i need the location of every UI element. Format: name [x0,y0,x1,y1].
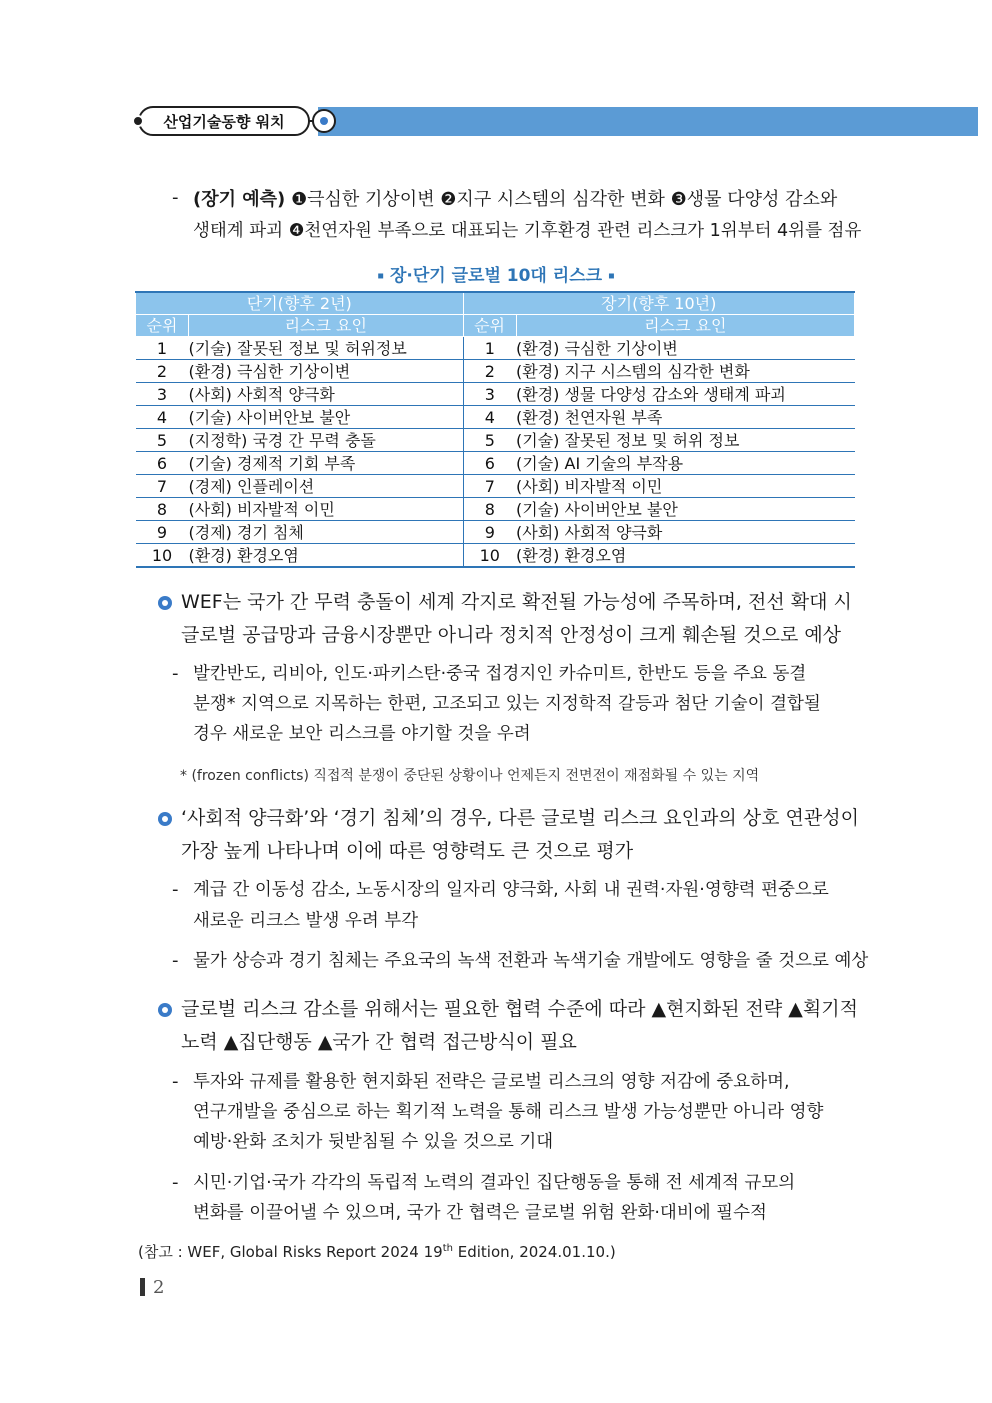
table-group-header [136,292,855,315]
rank-cell-long: 2 [463,360,516,383]
section-3-line-2: 노력 ▲집단행동 ▲국가 간 협력 접근방식이 필요 [181,1031,577,1053]
table-title [0,261,992,286]
short-term-factor: (기술) 잘못된 정보 및 허위정보 [189,337,464,360]
rank-cell-long: 8 [463,498,516,521]
section-2-line-2: 가장 높게 나타나며 이에 따른 영향력도 큰 것으로 평가 [181,840,634,862]
rank-cell: 4 [136,406,189,429]
short-term-factor: (지정학) 국경 간 무력 충돌 [189,429,464,452]
short-term-factor: (경제) 경기 침체 [189,521,464,544]
short-term-factor: (환경) 극심한 기상이변 [189,360,464,383]
long-term-factor: (기술) 잘못된 정보 및 허위 정보 [516,429,854,452]
risk-table [135,291,855,568]
table-row [136,521,855,544]
section-3-sub-1-line-3: 예방·완화 조치가 뒷받침될 수 있을 것으로 기대 [193,1132,554,1152]
page-number-text: 2 [153,1277,165,1298]
factor-header-short: 리스크 요인 [189,315,464,337]
rank-cell-long: 5 [463,429,516,452]
table-column-header [136,315,855,337]
section-2-sub-2-dash: - [172,950,179,971]
short-term-factor: (사회) 사회적 양극화 [189,383,464,406]
rank-cell: 6 [136,452,189,475]
long-term-factor: (환경) 극심한 기상이변 [516,337,854,360]
reference-post: Edition, 2024.01.10.) [452,1243,616,1261]
rank-cell-long: 10 [463,544,516,568]
long-term-factor: (기술) AI 기술의 부작용 [516,452,854,475]
section-3-bullet-icon [158,1003,172,1017]
rank-header-long: 순위 [463,315,516,337]
rank-cell-long: 3 [463,383,516,406]
section-1-line-2: 글로벌 공급망과 금융시장뿐만 아니라 정치적 안정성이 크게 훼손될 것으로 예상 [181,624,842,646]
rank-cell: 7 [136,475,189,498]
intro-label: (장기 예측) [193,189,286,210]
table-row [136,429,855,452]
section-2-sub-1-line-1: 계급 간 이동성 감소, 노동시장의 일자리 양극화, 사회 내 권력·자원·영향력 편중으로 [193,880,829,900]
rank-cell: 1 [136,337,189,360]
rank-cell-long: 7 [463,475,516,498]
section-1-sub-line-2: 분쟁* 지역으로 지목하는 한편, 고조되고 있는 지정학적 갈등과 첨단 기술이 결합될 [193,694,821,714]
page-bar-icon [140,1278,145,1296]
long-term-factor: (사회) 비자발적 이민 [516,475,854,498]
page-number [140,1277,164,1298]
rank-cell-long: 1 [463,337,516,360]
section-1-sub-line-3: 경우 새로운 보안 리스크를 야기할 것을 우려 [193,724,531,744]
reference [138,1241,616,1262]
section-3-sub-1-line-2: 연구개발을 중심으로 하는 획기적 노력을 통해 리스크 발생 가능성뿐만 아니라 영향 [193,1102,824,1122]
long-term-factor: (기술) 사이버안보 불안 [516,498,854,521]
rank-cell: 5 [136,429,189,452]
table-row [136,498,855,521]
long-term-factor: (환경) 생물 다양성 감소와 생태계 파괴 [516,383,854,406]
table-row [136,383,855,406]
section-2-bullet-icon [158,812,172,826]
section-1-bullet-icon [158,596,172,610]
reference-pre: (참고 : WEF, Global Risks Report 2024 19 [138,1243,443,1261]
rank-cell: 3 [136,383,189,406]
rank-cell: 8 [136,498,189,521]
section-2-sub-2-line: 물가 상승과 경기 침체는 주요국의 녹색 전환과 녹색기술 개발에도 영향을 줄 것으로 예상 [193,951,869,971]
table-row [136,360,855,383]
short-term-factor: (기술) 경제적 기회 부족 [189,452,464,475]
rank-cell: 10 [136,544,189,568]
section-1-sub-dash: - [172,663,179,684]
section-1-footnote: * (frozen conflicts) 직접적 분쟁이 중단된 상황이나 언제든지 전면전이 재점화될 수 있는 지역 [180,768,760,784]
header-title: 산업기술동향 워치 [138,106,310,136]
reference-sup: th [442,1243,453,1254]
section-2-sub-1-dash: - [172,879,179,900]
table-row [136,475,855,498]
header-dot-icon [132,115,144,127]
intro-line-2: 생태계 파괴 ❹천연자원 부족으로 대표되는 기후환경 관련 리스크가 1위부터 4위를 점유 [193,221,862,241]
section-3-sub-1-dash: - [172,1071,179,1092]
rank-cell: 2 [136,360,189,383]
section-1-line-1: WEF는 국가 간 무력 충돌이 세계 각지로 확전될 가능성에 주목하며, 전선 확대 시 [181,591,852,613]
long-term-factor: (사회) 사회적 양극화 [516,521,854,544]
short-term-factor: (경제) 인플레이션 [189,475,464,498]
table-row [136,544,855,568]
table-row [136,337,855,360]
table-row [136,406,855,429]
rank-cell-long: 4 [463,406,516,429]
table-title-mark: ▪ [377,270,385,282]
intro-dash: - [172,187,179,208]
rank-cell-long: 9 [463,521,516,544]
long-term-factor: (환경) 지구 시스템의 심각한 변화 [516,360,854,383]
section-1-sub-line-1: 발칸반도, 리비아, 인도·파키스탄·중국 접경지인 카슈미트, 한반도 등을 주요 동결 [193,664,807,684]
intro-line-1-text: ❶극심한 기상이변 ❷지구 시스템의 심각한 변화 ❸생물 다양성 감소와 [285,189,838,210]
section-3-line-1: 글로벌 리스크 감소를 위해서는 필요한 협력 수준에 따라 ▲현지화된 전략 ▲획기적 [181,998,858,1020]
section-2-line-1: ‘사회적 양극화’와 ‘경기 침체’의 경우, 다른 글로벌 리스크 요인과의 상호 연관성이 [181,807,859,829]
section-3-sub-1-line-1: 투자와 규제를 활용한 현지화된 전략은 글로벌 리스크의 영향 저감에 중요하며, [193,1072,790,1092]
table-title-mark-end: ▪ [607,270,615,282]
long-term-factor: (환경) 천연자원 부족 [516,406,854,429]
long-term-header: 장기(향후 10년) [463,292,854,315]
table-title-text: 장·단기 글로벌 10대 리스크 [389,266,603,286]
section-3-sub-2-line-2: 변화를 이끌어낼 수 있으며, 국가 간 협력은 글로벌 위험 완화·대비에 필수적 [193,1203,767,1223]
table-row [136,452,855,475]
section-3-sub-2-line-1: 시민·기업·국가 각각의 독립적 노력의 결과인 집단행동을 통해 전 세계적 규모의 [193,1173,796,1193]
section-2-sub-1-line-2: 새로운 리크스 발생 우려 부각 [193,911,419,931]
rank-header-short: 순위 [136,315,189,337]
rank-cell-long: 6 [463,452,516,475]
rank-cell: 9 [136,521,189,544]
factor-header-long: 리스크 요인 [516,315,854,337]
short-term-factor: (환경) 환경오염 [189,544,464,568]
section-3-sub-2-dash: - [172,1172,179,1193]
short-term-factor: (사회) 비자발적 이민 [189,498,464,521]
header-circle-icon [312,109,336,133]
short-term-header: 단기(향후 2년) [136,292,464,315]
long-term-factor: (환경) 환경오염 [516,544,854,568]
intro-line-1 [193,184,857,216]
short-term-factor: (기술) 사이버안보 불안 [189,406,464,429]
header-band [318,107,978,136]
